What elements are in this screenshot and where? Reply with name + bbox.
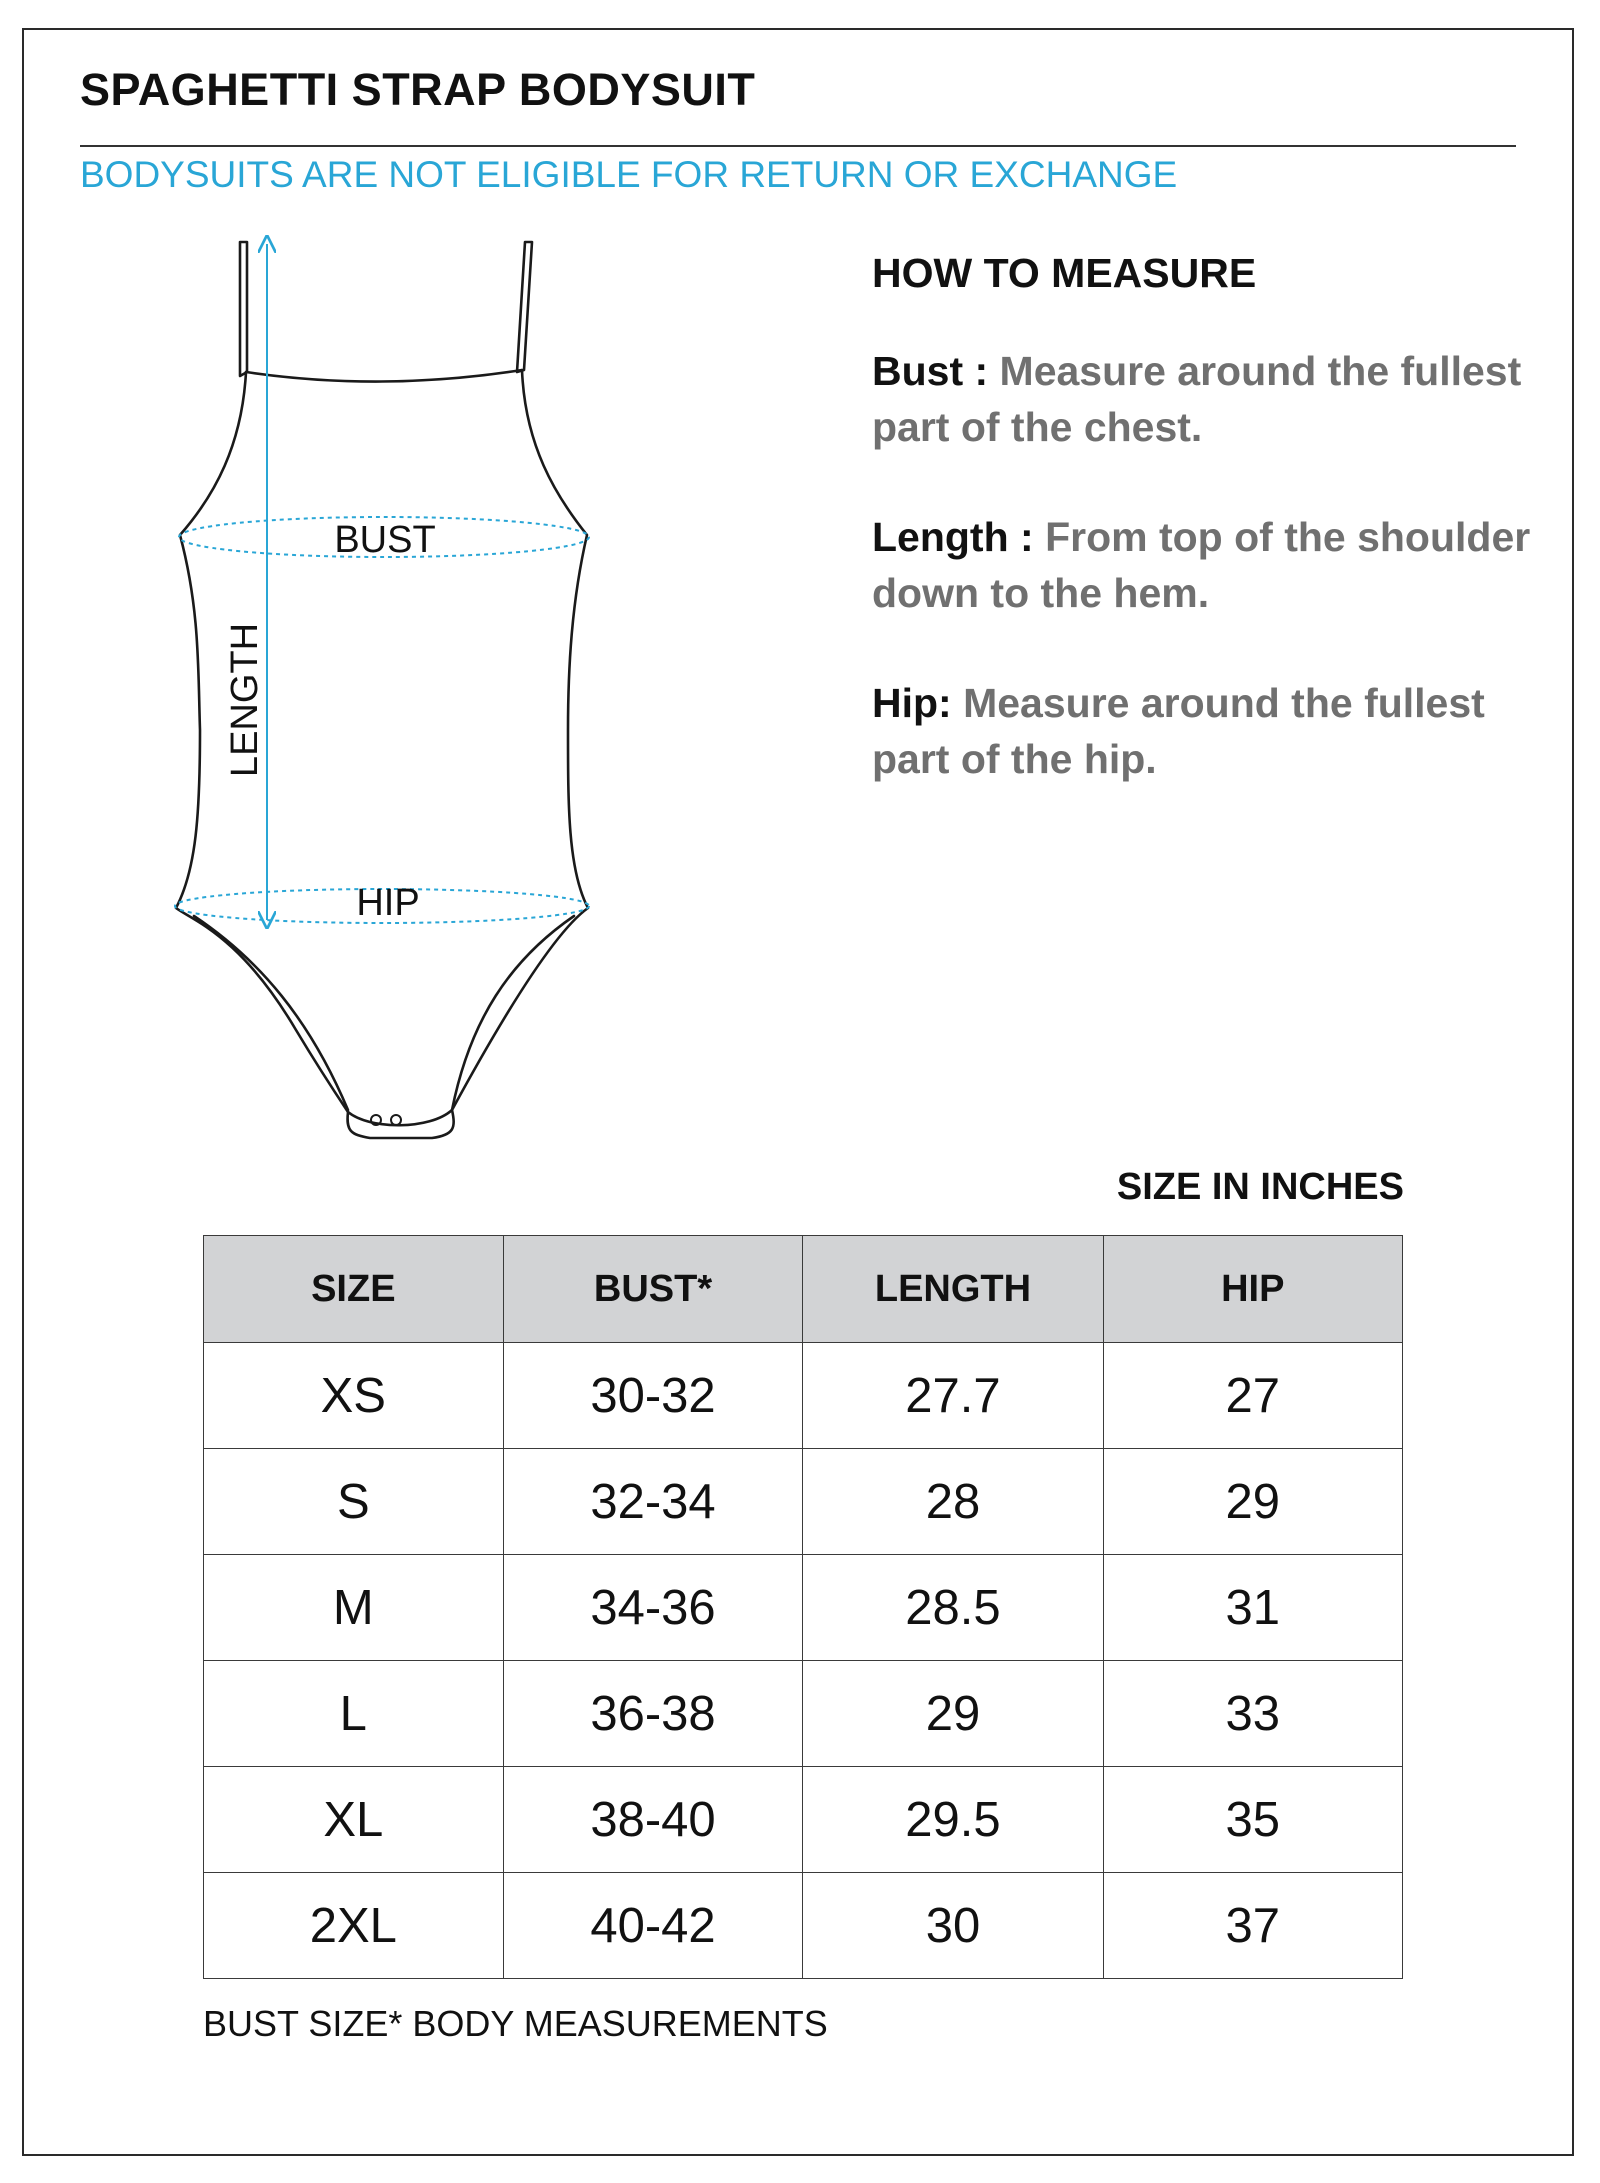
hip-cell: 35 (1103, 1767, 1403, 1873)
title-divider (80, 145, 1516, 147)
measure-text: Measure around the fullest part of the chest. (872, 348, 1522, 450)
bust-cell: 34-36 (503, 1555, 803, 1661)
hip-label: HIP (356, 882, 420, 924)
column-header-hip: HIP (1103, 1236, 1403, 1343)
how-to-measure-panel (872, 250, 1532, 841)
measure-term: Bust (872, 348, 964, 394)
measure-term: Length (872, 514, 1009, 560)
bust-cell: 40-42 (503, 1873, 803, 1979)
hip-cell: 31 (1103, 1555, 1403, 1661)
page-title: SPAGHETTI STRAP BODYSUIT (80, 64, 756, 115)
table-row (204, 1343, 1403, 1449)
hip-cell: 37 (1103, 1873, 1403, 1979)
size-cell: L (204, 1661, 504, 1767)
size-cell: XS (204, 1343, 504, 1449)
length-cell: 29.5 (803, 1767, 1103, 1873)
table-header-row (204, 1236, 1403, 1343)
size-cell: XL (204, 1767, 504, 1873)
how-to-measure-heading: HOW TO MEASURE (872, 250, 1257, 296)
snap-right-shape (391, 1115, 401, 1125)
size-cell: M (204, 1555, 504, 1661)
measure-separator: : (938, 680, 964, 726)
bust-footnote: BUST SIZE* BODY MEASUREMENTS (203, 2003, 828, 2044)
bust-cell: 30-32 (503, 1343, 803, 1449)
length-cell: 27.7 (803, 1343, 1103, 1449)
measure-separator: : (1008, 514, 1046, 560)
measure-item-bust (872, 343, 1532, 455)
table-row (204, 1555, 1403, 1661)
bust-cell: 36-38 (503, 1661, 803, 1767)
bodysuit-diagram (170, 230, 610, 1160)
right-strap-shape (517, 242, 532, 372)
bust-cell: 38-40 (503, 1767, 803, 1873)
length-cell: 28.5 (803, 1555, 1103, 1661)
column-header-length: LENGTH (803, 1236, 1103, 1343)
hip-cell: 29 (1103, 1449, 1403, 1555)
table-row (204, 1449, 1403, 1555)
measure-item-hip (872, 675, 1532, 787)
right-leg-inner-shape (452, 916, 574, 1110)
hip-cell: 27 (1103, 1343, 1403, 1449)
measure-item-length (872, 509, 1532, 621)
left-leg-inner-shape (194, 916, 348, 1110)
measure-term: Hip (872, 680, 939, 726)
measure-text: Measure around the fullest part of the hip. (872, 680, 1485, 782)
left-strap-shape (240, 242, 247, 376)
length-cell: 29 (803, 1661, 1103, 1767)
size-chart-table (203, 1235, 1403, 1979)
measure-text: From top of the shoulder down to the hem. (872, 514, 1531, 616)
table-row (204, 1873, 1403, 1979)
size-cell: 2XL (204, 1873, 504, 1979)
size-cell: S (204, 1449, 504, 1555)
size-unit-label: SIZE IN INCHES (1116, 1166, 1404, 1208)
table-row (204, 1661, 1403, 1767)
neckline-shape (246, 370, 522, 382)
length-cell: 28 (803, 1449, 1103, 1555)
column-header-size: SIZE (204, 1236, 504, 1343)
bust-label: BUST (334, 519, 436, 561)
hip-cell: 33 (1103, 1661, 1403, 1767)
bust-cell: 32-34 (503, 1449, 803, 1555)
measure-separator: : (963, 348, 1000, 394)
table-row (204, 1767, 1403, 1873)
column-header-bust: BUST* (503, 1236, 803, 1343)
length-label: LENGTH (224, 622, 266, 778)
return-policy-notice: BODYSUITS ARE NOT ELIGIBLE FOR RETURN OR EXCHANGE (80, 154, 1178, 195)
length-cell: 30 (803, 1873, 1103, 1979)
